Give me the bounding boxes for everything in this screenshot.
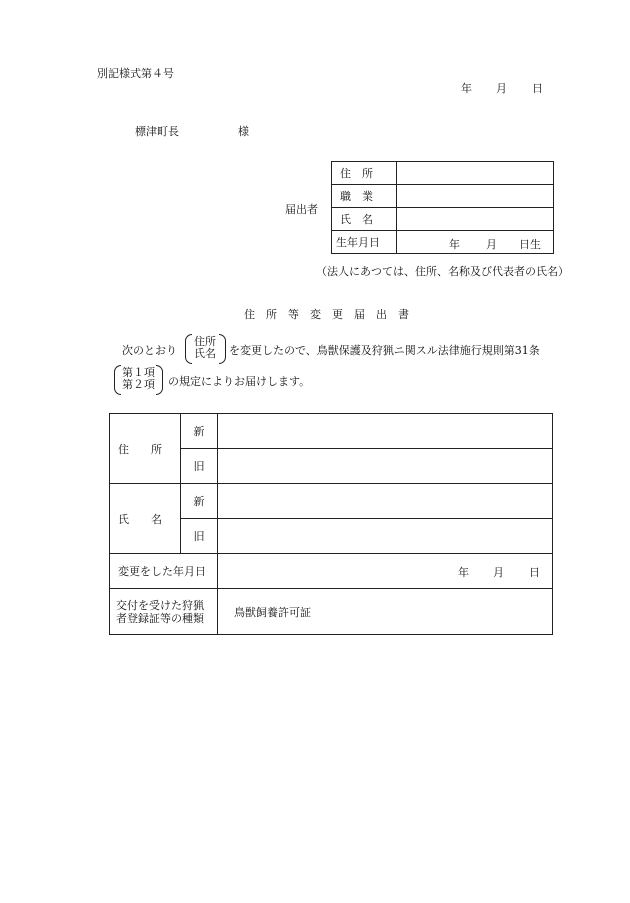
choice1-name: 氏名: [194, 347, 216, 360]
birth-day: 日生: [519, 238, 541, 251]
body-post: の規定によりお届けします。: [168, 375, 311, 388]
notifier-table: [331, 161, 554, 254]
change-date-label: 変更をした年月日: [110, 554, 218, 589]
choice1-bracket-close: [219, 334, 226, 364]
form-number-label: 別記様式第４号: [97, 67, 174, 80]
license-type-field[interactable]: 鳥獣飼養許可証: [218, 589, 553, 635]
top-date-month: 月: [496, 82, 507, 95]
notifier-address-label: 住 所: [332, 162, 397, 185]
choice2-bracket-close: [156, 365, 163, 395]
addressee-honorific: 様: [238, 125, 249, 138]
birth-month: 月: [486, 238, 497, 251]
notifier-note: （法人にあつては、住所、名称及び代表者の氏名）: [316, 265, 569, 278]
choice2-bracket-open: [114, 365, 121, 395]
body-pre: 次のとおり: [122, 344, 177, 357]
address-label: 住 所: [110, 414, 181, 484]
change-date-month: 月: [493, 566, 504, 579]
top-date-day: 日: [532, 82, 543, 95]
document-title: 住 所 等 変 更 届 出 書: [244, 308, 409, 321]
change-date-field[interactable]: [218, 554, 553, 589]
addressee-title: 標津町長: [135, 125, 179, 138]
notifier-occupation-field[interactable]: [397, 185, 554, 208]
change-date-year: 年: [458, 566, 469, 579]
license-type-label-line1: 交付を受けた狩猟: [116, 598, 204, 612]
notifier-birthdate-field[interactable]: [397, 231, 554, 254]
birth-year: 年: [449, 238, 460, 251]
choice1-address: 住所: [194, 335, 216, 348]
name-old-label: 旧: [181, 519, 218, 554]
address-old-label: 旧: [181, 449, 218, 484]
license-type-label-line2: 者登録証等の種類: [116, 611, 204, 625]
notifier-address-field[interactable]: [397, 162, 554, 185]
name-new-label: 新: [181, 484, 218, 519]
address-old-field[interactable]: [218, 449, 553, 484]
notifier-label: 届出者: [285, 203, 318, 216]
choice2-paragraph2: 第２項: [122, 378, 155, 391]
license-type-label: [110, 589, 218, 635]
name-new-field[interactable]: [218, 484, 553, 519]
address-new-field[interactable]: [218, 414, 553, 449]
change-table: [109, 413, 553, 635]
body-mid: を変更したので、鳥獣保護及狩猟ニ関スル法律施行規則第31条: [229, 344, 540, 357]
notifier-birthdate-label: 生年月日: [332, 231, 397, 254]
name-label: 氏 名: [110, 484, 181, 554]
notifier-occupation-label: 職 業: [332, 185, 397, 208]
address-new-label: 新: [181, 414, 218, 449]
choice1-bracket-open: [185, 334, 192, 364]
body-line-2: [114, 365, 414, 395]
notifier-name-field[interactable]: [397, 208, 554, 231]
name-old-field[interactable]: [218, 519, 553, 554]
body-line-1: [122, 334, 582, 364]
change-date-day: 日: [529, 566, 540, 579]
notifier-name-label: 氏 名: [332, 208, 397, 231]
choice2-paragraph1: 第１項: [122, 366, 155, 379]
top-date-year: 年: [461, 82, 472, 95]
choice1-options: [194, 336, 216, 360]
choice2-options: [122, 367, 155, 391]
